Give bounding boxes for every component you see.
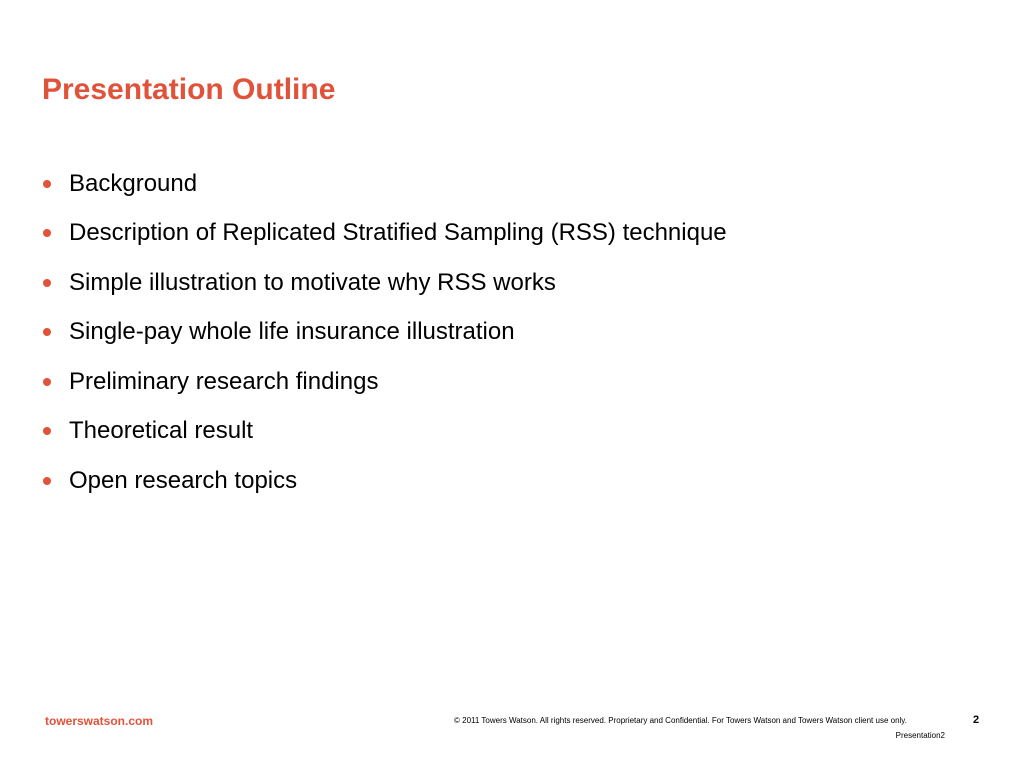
bullet-item-theoretical-result bbox=[42, 407, 727, 457]
bullet-item-whole-life-illustration bbox=[42, 308, 727, 358]
bullet-item-simple-illustration bbox=[42, 258, 727, 308]
bullet-dot-icon bbox=[43, 180, 51, 188]
bullet-item-research-findings bbox=[42, 357, 727, 407]
file-name: Presentation2 bbox=[895, 731, 945, 740]
bullet-dot-icon bbox=[43, 328, 51, 336]
bullet-dot-icon bbox=[43, 477, 51, 485]
bullet-text: Background bbox=[69, 169, 198, 197]
bullet-dot-icon bbox=[43, 229, 51, 237]
bullet-text: Single-pay whole life insurance illustration bbox=[69, 318, 515, 346]
slide-title: Presentation Outline bbox=[42, 73, 336, 106]
bullet-text: Description of Replicated Stratified Sampling (RSS) technique bbox=[69, 219, 727, 247]
bullet-text: Simple illustration to motivate why RSS works bbox=[69, 268, 556, 296]
bullet-dot-icon bbox=[43, 279, 51, 287]
bullet-text: Open research topics bbox=[69, 466, 298, 494]
footer-brand-link[interactable]: towerswatson.com bbox=[45, 714, 154, 728]
bullet-item-rss-description bbox=[42, 209, 727, 259]
bullet-item-background bbox=[42, 159, 727, 209]
bullet-text: Preliminary research findings bbox=[69, 367, 379, 395]
bullet-item-open-topics bbox=[42, 456, 727, 506]
footer-copyright: © 2011 Towers Watson. All rights reserved. Proprietary and Confidential. For Towers Watson and Towers Watson client use only. bbox=[454, 716, 907, 725]
outline-bullet-list bbox=[42, 159, 727, 506]
bullet-text: Theoretical result bbox=[69, 417, 254, 445]
page-number: 2 bbox=[973, 714, 980, 726]
bullet-dot-icon bbox=[43, 427, 51, 435]
bullet-dot-icon bbox=[43, 378, 51, 386]
